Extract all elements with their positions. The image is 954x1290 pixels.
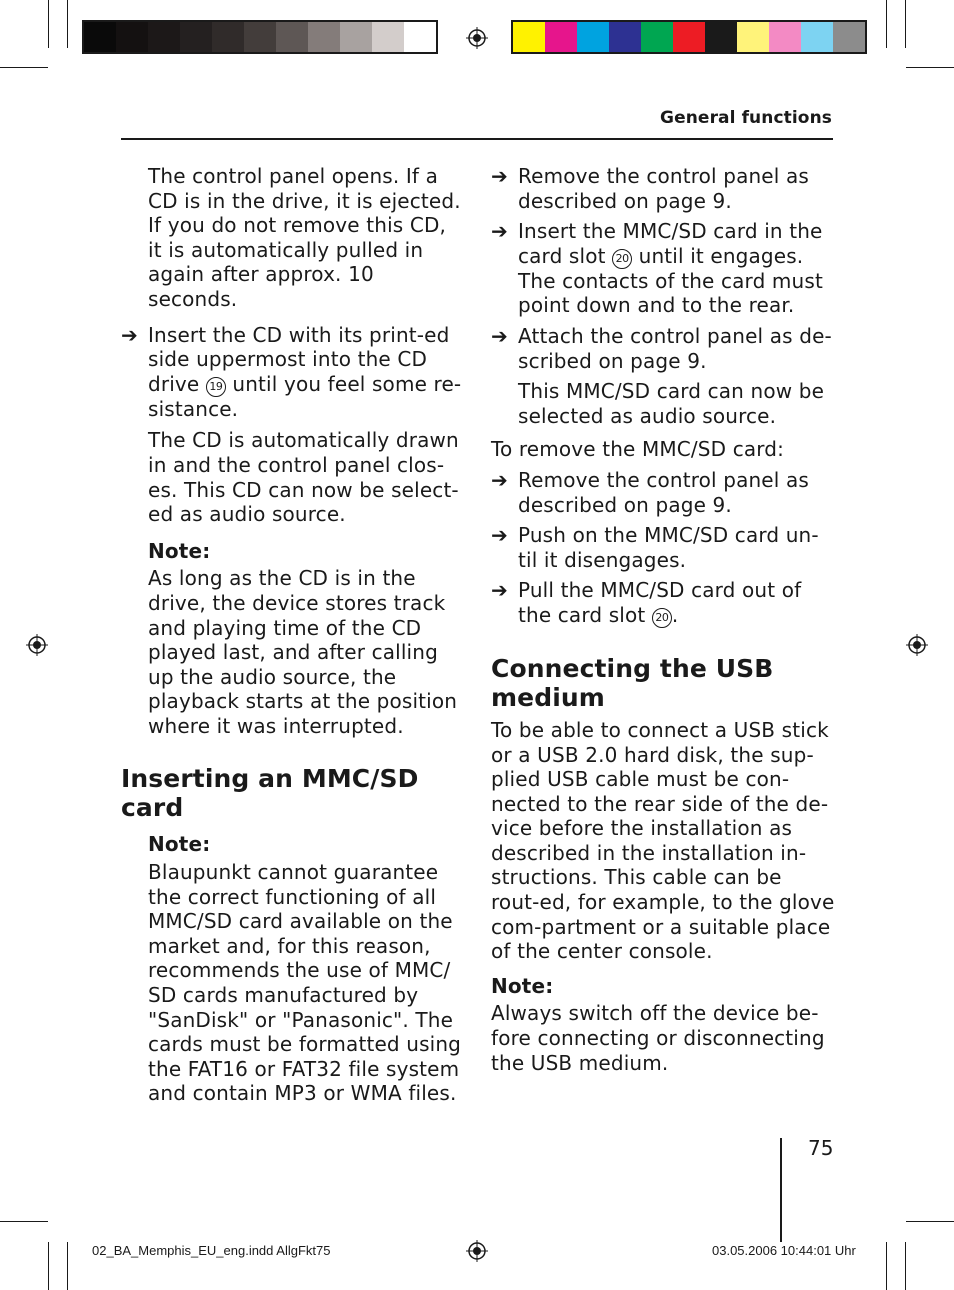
- color-swatch: [148, 22, 180, 52]
- arrow-icon: ➔: [491, 523, 508, 548]
- instruction-step: [491, 324, 836, 373]
- arrow-icon: ➔: [491, 467, 508, 492]
- crop-mark: [886, 0, 887, 48]
- color-swatch: [769, 22, 801, 52]
- paragraph: The CD is automatically drawn in and the control panel clos-es. This CD can now be select-ed as audio source.: [148, 428, 459, 527]
- color-swatch: [308, 22, 340, 52]
- instruction-step: [491, 219, 836, 318]
- color-swatch: [545, 22, 577, 52]
- step-text: Push on the MMC/SD card un-til it disengages.: [518, 523, 819, 572]
- page-number: 75: [808, 1136, 834, 1160]
- instruction-step: [491, 523, 836, 572]
- arrow-icon: ➔: [491, 219, 508, 244]
- step-text: until you feel some re-sistance.: [148, 371, 462, 421]
- color-swatch: [801, 22, 833, 52]
- crop-mark: [48, 0, 49, 48]
- crop-mark: [906, 1221, 954, 1222]
- color-swatch: [705, 22, 737, 52]
- crop-mark: [48, 1242, 49, 1290]
- note-label: Note:: [148, 538, 211, 563]
- file-slug: 02_BA_Memphis_EU_eng.indd AllgFkt75: [92, 1243, 331, 1258]
- note-label: Note:: [148, 832, 211, 857]
- note-text: As long as the CD is in the drive, the device stores track and playing time of the CD played last, and after calling up the audio source, the playback starts at the position where it was interrupted.: [148, 566, 458, 738]
- color-swatch: [513, 22, 545, 52]
- crop-mark: [0, 1221, 48, 1222]
- note-text: Always switch off the device be-fore connecting or disconnecting the USB medium.: [491, 1001, 825, 1075]
- crop-mark: [67, 0, 68, 48]
- color-swatch: [276, 22, 308, 52]
- crop-mark: [67, 1242, 68, 1290]
- color-swatch: [84, 22, 116, 52]
- paragraph: To be able to connect a USB stick or a USB 2.0 hard disk, the sup-plied USB cable must be con-nected to the rear side of the de-vice before the installation as described in the installation in-structions. This cable can be rout-ed, for example, to the glove com-partment or a suitable place of the center console.: [491, 717, 835, 964]
- color-swatch: [833, 22, 865, 52]
- section-heading: Connecting the USB medium: [491, 653, 774, 712]
- left-column: [121, 164, 466, 1106]
- step-text: Remove the control panel as described on page 9.: [518, 467, 809, 517]
- color-swatch: [340, 22, 372, 52]
- step-text: Insert the MMC/SD card in the card slot: [518, 219, 823, 268]
- color-swatch: [673, 22, 705, 52]
- color-swatch: [180, 22, 212, 52]
- step-text: Pull the MMC/SD card out of the card slot: [518, 578, 802, 627]
- header-rule: [121, 138, 833, 140]
- step-text: Attach the control panel as de-scribed on page 9.: [518, 323, 832, 373]
- crop-mark: [0, 67, 48, 68]
- note-label: Note:: [491, 973, 554, 998]
- arrow-icon: ➔: [491, 323, 508, 348]
- color-swatch: [404, 22, 436, 52]
- color-swatch: [212, 22, 244, 52]
- registration-mark-icon: [906, 634, 928, 656]
- step-text: Remove the control panel as described on page 9.: [518, 164, 809, 213]
- reference-number: 19: [206, 377, 226, 397]
- reference-number: 20: [612, 249, 632, 269]
- running-head: General functions: [660, 108, 832, 128]
- registration-mark-icon: [466, 27, 488, 49]
- crop-mark: [905, 1242, 906, 1290]
- right-column: [491, 164, 836, 1075]
- reference-number: 20: [652, 608, 672, 628]
- step-text: until it engages. The contacts of the card must point down and to the rear.: [518, 243, 823, 318]
- paragraph: This MMC/SD card can now be selected as audio source.: [518, 379, 825, 428]
- crop-mark: [886, 1242, 887, 1290]
- arrow-icon: ➔: [121, 322, 138, 347]
- crop-mark: [905, 0, 906, 48]
- color-swatch: [577, 22, 609, 52]
- arrow-icon: ➔: [491, 578, 508, 603]
- color-swatch: [609, 22, 641, 52]
- arrow-icon: ➔: [491, 164, 508, 188]
- registration-mark-icon: [26, 634, 48, 656]
- section-heading: Inserting an MMC/SD card: [121, 764, 419, 823]
- color-swatch: [737, 22, 769, 52]
- instruction-step: [491, 468, 836, 517]
- date-slug: 03.05.2006 10:44:01 Uhr: [712, 1243, 856, 1258]
- grayscale-color-bar: [82, 20, 438, 54]
- page-number-rule: [780, 1138, 782, 1242]
- color-swatch: [641, 22, 673, 52]
- instruction-step: [491, 578, 836, 628]
- paragraph: To remove the MMC/SD card:: [491, 437, 785, 462]
- step-text: .: [671, 602, 679, 627]
- color-swatch: [372, 22, 404, 52]
- color-swatch: [116, 22, 148, 52]
- step-text: Insert the CD with its print-ed side uppermost into the CD drive: [148, 322, 450, 396]
- instruction-step: [491, 164, 836, 213]
- note-text: Blaupunkt cannot guarantee the correct functioning of all MMC/SD card available on the market and, for this reason, recommends the use of MMC/ SD cards manufactured by "SanDisk" or "Panasonic". The cards must be formatted using the FAT16 or FAT32 file system and contain MP3 or WMA files.: [148, 860, 462, 1106]
- registration-mark-icon: [466, 1240, 488, 1262]
- instruction-step: [121, 323, 466, 422]
- color-swatch: [244, 22, 276, 52]
- crop-mark: [906, 67, 954, 68]
- process-color-bar: [511, 20, 867, 54]
- paragraph: The control panel opens. If a CD is in the drive, it is ejected. If you do not remove this CD, it is automatically pulled in again after approx. 10 seconds.: [148, 164, 461, 311]
